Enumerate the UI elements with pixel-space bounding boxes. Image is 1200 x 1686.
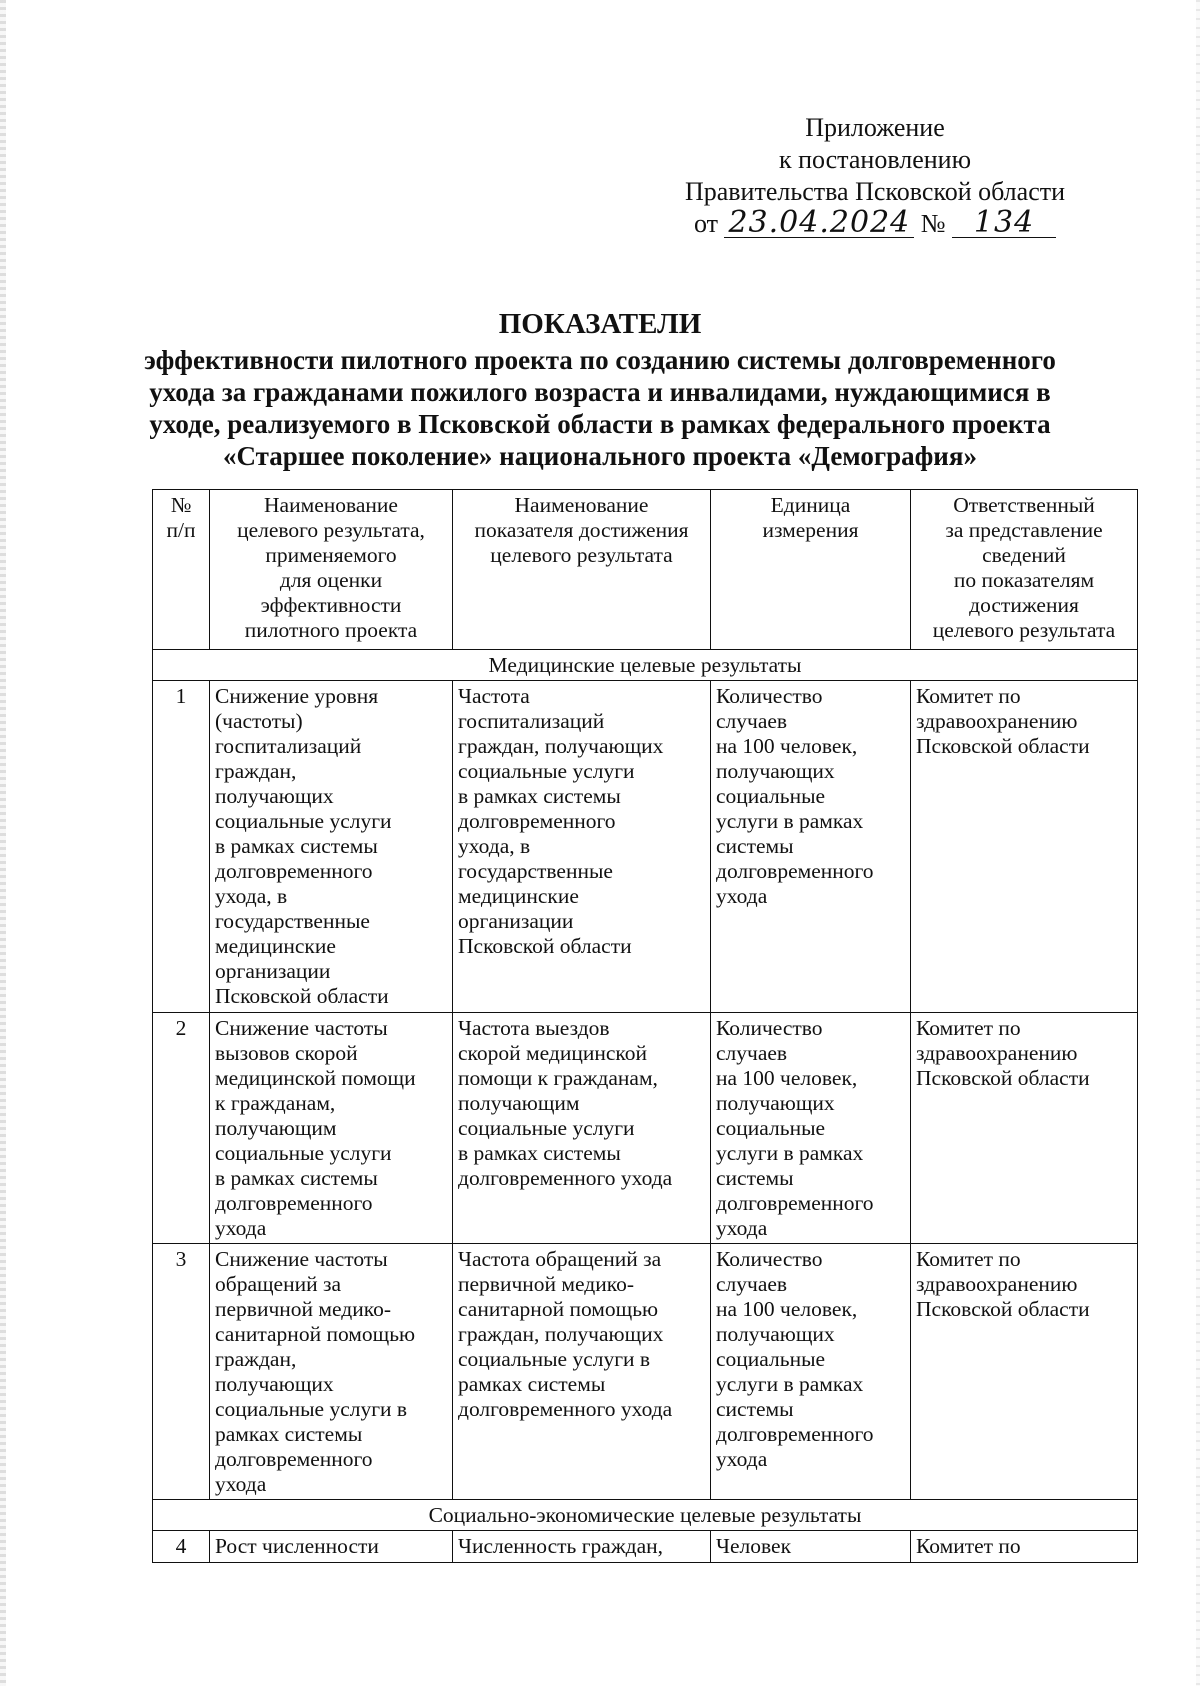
row-num: 1 <box>153 681 210 1013</box>
row-result: Снижение частоты вызовов скорой медицинской помощи к гражданам, получающим социальные услуги в рамках системы долговременного ухода <box>210 1013 453 1244</box>
appendix-line-1: Приложение <box>805 113 945 142</box>
number-prefix: № <box>920 209 946 238</box>
appendix-line-2: к постановлению <box>778 145 972 174</box>
table-row <box>153 1244 1138 1500</box>
row-result: Снижение частоты обращений за первичной медико- санитарной помощью граждан, получающих социальные услуги в рамках системы долговременного ухода <box>210 1244 453 1500</box>
header-indicator: Наименование показателя достижения целевого результата <box>453 490 711 650</box>
row-indicator: Частота обращений за первичной медико- санитарной помощью граждан, получающих социальные услуги в рамках системы долговременного ухода <box>453 1244 711 1500</box>
row-indicator: Частота выездов скорой медицинской помощи к гражданам, получающим социальные услуги в рамках системы долговременного ухода <box>453 1013 711 1244</box>
row-unit: Человек <box>711 1531 911 1563</box>
row-num: 2 <box>153 1013 210 1244</box>
row-responsible: Комитет по здравоохранению Псковской области <box>911 1013 1138 1244</box>
table-row <box>153 1531 1138 1563</box>
header-result: Наименование целевого результата, применяемого для оценки эффективности пилотного проекта <box>210 490 453 650</box>
row-responsible: Комитет по здравоохранению Псковской области <box>911 1244 1138 1500</box>
title-subtitle: эффективности пилотного проекта по созданию системы долговременного ухода за гражданами пожилого возраста и инвалидами, нуждающимися в уходе, реализуемого в Псковской области в рамках федерального проекта «Старшее поколение» национального проекта «Демография» <box>144 345 1056 471</box>
date-prefix: от <box>693 209 718 238</box>
appendix-date-line <box>693 205 1056 240</box>
row-responsible: Комитет по <box>911 1531 1138 1563</box>
appendix-block <box>640 112 1110 240</box>
section-social: Социально-экономические целевые результаты <box>153 1500 1138 1531</box>
handwritten-date: 23.04.2024 <box>724 209 914 238</box>
row-indicator: Численность граждан, <box>453 1531 711 1563</box>
title-main: ПОКАЗАТЕЛИ <box>498 308 702 340</box>
section-row-social <box>153 1500 1138 1531</box>
row-responsible: Комитет по здравоохранению Псковской области <box>911 681 1138 1013</box>
row-result: Рост численности <box>210 1531 453 1563</box>
row-num: 4 <box>153 1531 210 1563</box>
row-unit: Количество случаев на 100 человек, получающих социальные услуги в рамках системы долговременного ухода <box>711 1244 911 1500</box>
document-title <box>130 308 1070 472</box>
row-unit: Количество случаев на 100 человек, получающих социальные услуги в рамках системы долговременного ухода <box>711 1013 911 1244</box>
indicators-table <box>152 489 1138 1563</box>
header-unit: Единица измерения <box>711 490 911 650</box>
row-result: Снижение уровня (частоты) госпитализаций граждан, получающих социальные услуги в рамках системы долговременного ухода, в государственные медицинские организации Псковской области <box>210 681 453 1013</box>
row-unit: Количество случаев на 100 человек, получающих социальные услуги в рамках системы долговременного ухода <box>711 681 911 1013</box>
scan-edge-left <box>0 0 6 1686</box>
table-row <box>153 681 1138 1013</box>
header-num: № п/п <box>153 490 210 650</box>
table-row <box>153 1013 1138 1244</box>
scan-edge-right <box>1196 0 1200 1686</box>
handwritten-number: 134 <box>952 209 1056 238</box>
row-num: 3 <box>153 1244 210 1500</box>
appendix-line-3: Правительства Псковской области <box>684 177 1066 206</box>
row-indicator: Частота госпитализаций граждан, получающих социальные услуги в рамках системы долговременного ухода, в государственные медицинские организации Псковской области <box>453 681 711 1013</box>
header-responsible: Ответственный за представление сведений по показателям достижения целевого результата <box>911 490 1138 650</box>
section-row-medical <box>153 650 1138 681</box>
section-medical: Медицинские целевые результаты <box>153 650 1138 681</box>
table-header-row <box>153 490 1138 650</box>
